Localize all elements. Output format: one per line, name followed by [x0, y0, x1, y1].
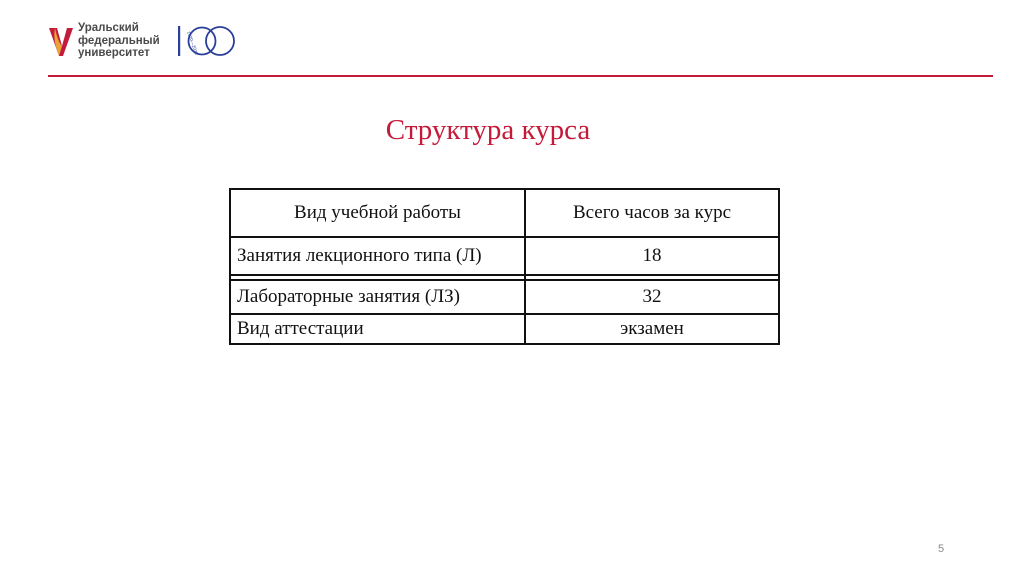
- cell-work-type: Вид аттестации: [230, 314, 525, 344]
- header-cell-work-type: Вид учебной работы: [230, 189, 525, 237]
- table-row: [230, 314, 779, 344]
- university-logo-icon: [47, 24, 75, 60]
- page-number: 5: [938, 543, 945, 555]
- svg-text:1920—2020: 1920—2020: [186, 30, 200, 56]
- course-structure-table: [229, 188, 780, 345]
- centenary-logo-icon: [173, 18, 241, 64]
- table-row: [230, 280, 779, 314]
- cell-hours: 32: [525, 280, 779, 314]
- logo-line-1: Уральский: [78, 22, 139, 34]
- cell-hours: 18: [525, 237, 779, 275]
- slide-title: Структура курса: [385, 114, 591, 146]
- cell-work-type: Лабораторные занятия (ЛЗ): [230, 280, 525, 314]
- header-divider: [48, 75, 993, 77]
- header-cell-total-hours: Всего часов за курс: [525, 189, 779, 237]
- logo-line-3: университет: [78, 47, 150, 59]
- university-name: [78, 22, 160, 60]
- cell-work-type: Занятия лекционного типа (Л): [230, 237, 525, 275]
- table-header-row: [230, 189, 779, 237]
- table-row: [230, 237, 779, 275]
- cell-attestation: экзамен: [525, 314, 779, 344]
- logo-line-2: федеральный: [78, 34, 160, 47]
